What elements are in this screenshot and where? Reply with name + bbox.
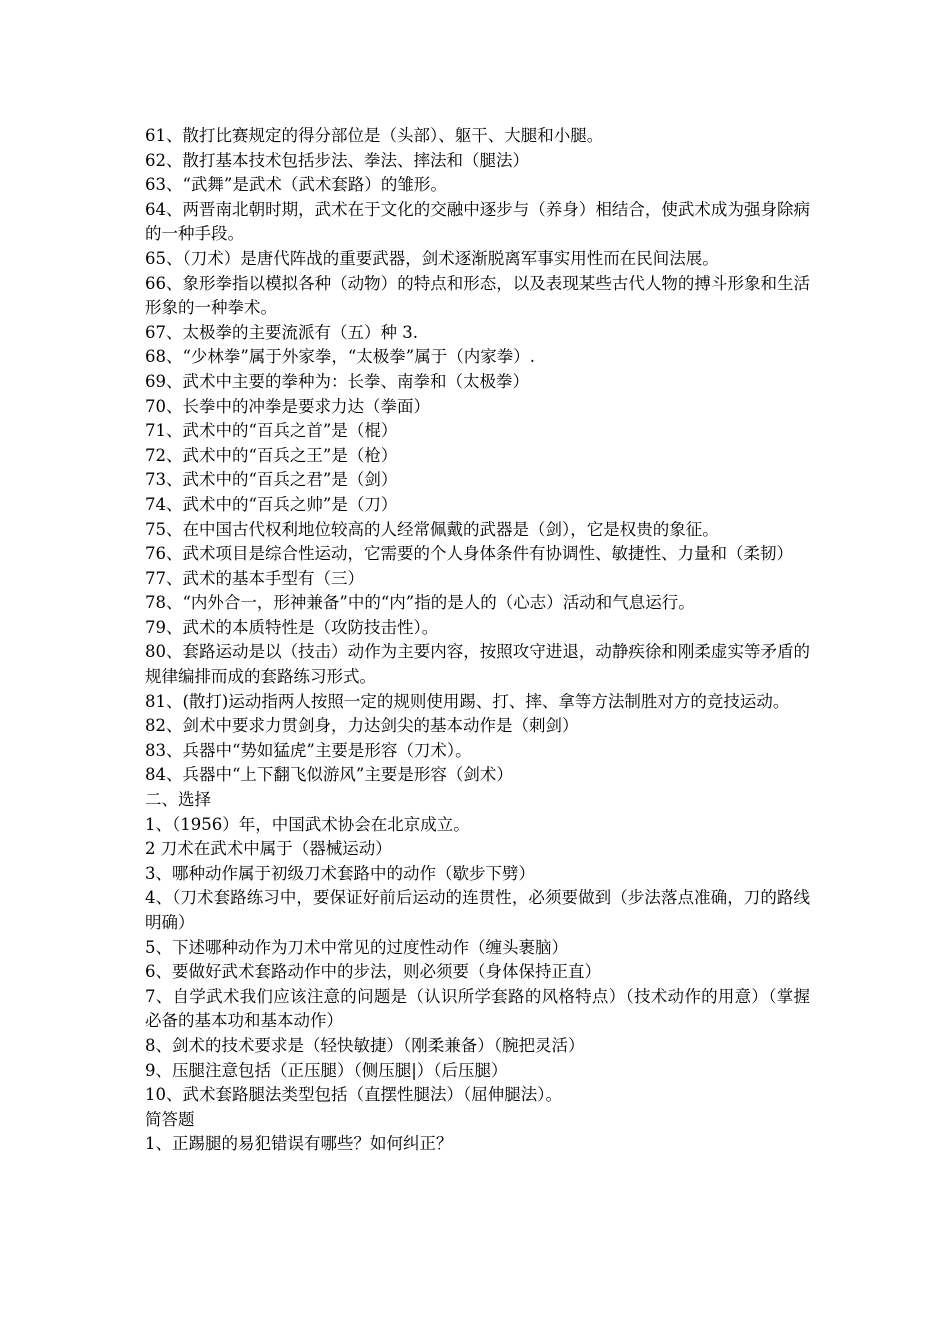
choice-1: 1、（1956）年，中国武术协会在北京成立。 [145,814,470,834]
q62: 62、散打基本技术包括步法、拳法、摔法和（腿法） [145,150,529,170]
q63: 63、“武舞”是武术（武术套路）的雏形。 [145,175,447,195]
choice-10: 10、武术套路腿法类型包括（直摆性腿法）（屈伸腿法）。 [145,1085,562,1105]
q84: 84、兵器中“上下翻飞似游风”主要是形容（剑术） [145,765,513,785]
document-body [145,124,810,1157]
choice-5: 5、下述哪种动作为刀术中常见的过度性动作（缠头裹脑） [145,937,568,957]
choice-4: 4、（刀术套路练习中，要保证好前后运动的连贯性，必须要做到（步法落点准确，刀的路线明确） [145,888,810,932]
q76: 76、武术项目是综合性运动，它需要的个人身体条件有协调性、敏捷性、力量和（柔韧） [145,544,793,564]
choice-3: 3、哪种动作属于初级刀术套路中的动作（歇步下劈） [145,863,535,883]
q64: 64、两晋南北朝时期，武术在于文化的交融中逐步与（养身）相结合，使武术成为强身除病的一种手段。 [145,199,810,244]
q81: 81、(散打)运动指两人按照一定的规则使用踢、打、摔、拿等方法制胜对方的竞技运动。 [145,691,790,711]
section-heading-short-answer: 简答题 [145,1109,195,1129]
section-heading-choice: 二、选择 [145,790,211,810]
q66: 66、象形拳指以模拟各种（动物）的特点和形态，以及表现某些古代人物的搏斗形象和生活形象的一种拳术。 [145,273,810,318]
q77: 77、武术的基本手型有（三） [145,568,364,588]
q73: 73、武术中的“百兵之君”是（剑） [145,470,398,490]
q69: 69、武术中主要的拳种为：长拳、南拳和（太极拳） [145,371,529,391]
q68: 68、“少林拳”属于外家拳，“太极拳”属于（内家拳）. [145,347,535,367]
q72: 72、武术中的“百兵之王”是（枪） [145,445,398,465]
q83: 83、兵器中“势如猛虎”主要是形容（刀术）。 [145,740,472,760]
q61: 61、散打比赛规定的得分部位是（头部）、躯干、大腿和小腿。 [145,126,604,145]
q82: 82、剑术中要求力贯剑身，力达剑尖的基本动作是（刺剑） [145,716,579,736]
q75: 75、在中国古代权利地位较高的人经常佩戴的武器是（剑），它是权贵的象征。 [145,519,719,539]
choice-2: 2 刀术在武术中属于（器械运动） [145,839,392,859]
q65: 65、（刀术）是唐代阵战的重要武器，剑术逐渐脱离军事实用性而在民间法展。 [145,248,719,268]
q80: 80、套路运动是以（技击）动作为主要内容，按照攻守进退，动静疾徐和刚柔虚实等矛盾的规律编排而成的套路练习形式。 [145,642,810,687]
choice-6: 6、要做好武术套路动作中的步法，则必须要（身体保持正直） [145,962,601,982]
choice-8: 8、剑术的技术要求是（轻快敏捷）（刚柔兼备）（腕把灵活） [145,1035,585,1055]
q70: 70、长拳中的冲拳是要求力达（拳面） [145,396,430,416]
q74: 74、武术中的“百兵之帅”是（刀） [145,494,398,514]
choice-7: 7、自学武术我们应该注意的问题是（认识所学套路的风格特点）（技术动作的用意）（掌握必备的基本功和基本动作） [145,986,810,1031]
q71: 71、武术中的“百兵之首”是（棍） [145,421,398,441]
q78: 78、“内外合一，形神兼备”中的“内”指的是人的（心志）活动和气息运行。 [145,593,695,613]
q79: 79、武术的本质特性是（攻防技击性）。 [145,617,439,637]
q67: 67、太极拳的主要流派有（五）种 3. [145,322,418,342]
choice-9: 9、压腿注意包括（正压腿）（侧压腿|）（后压腿） [145,1060,508,1080]
short-answer-1: 1、正踢腿的易犯错误有哪些？如何纠正？ [145,1134,453,1154]
